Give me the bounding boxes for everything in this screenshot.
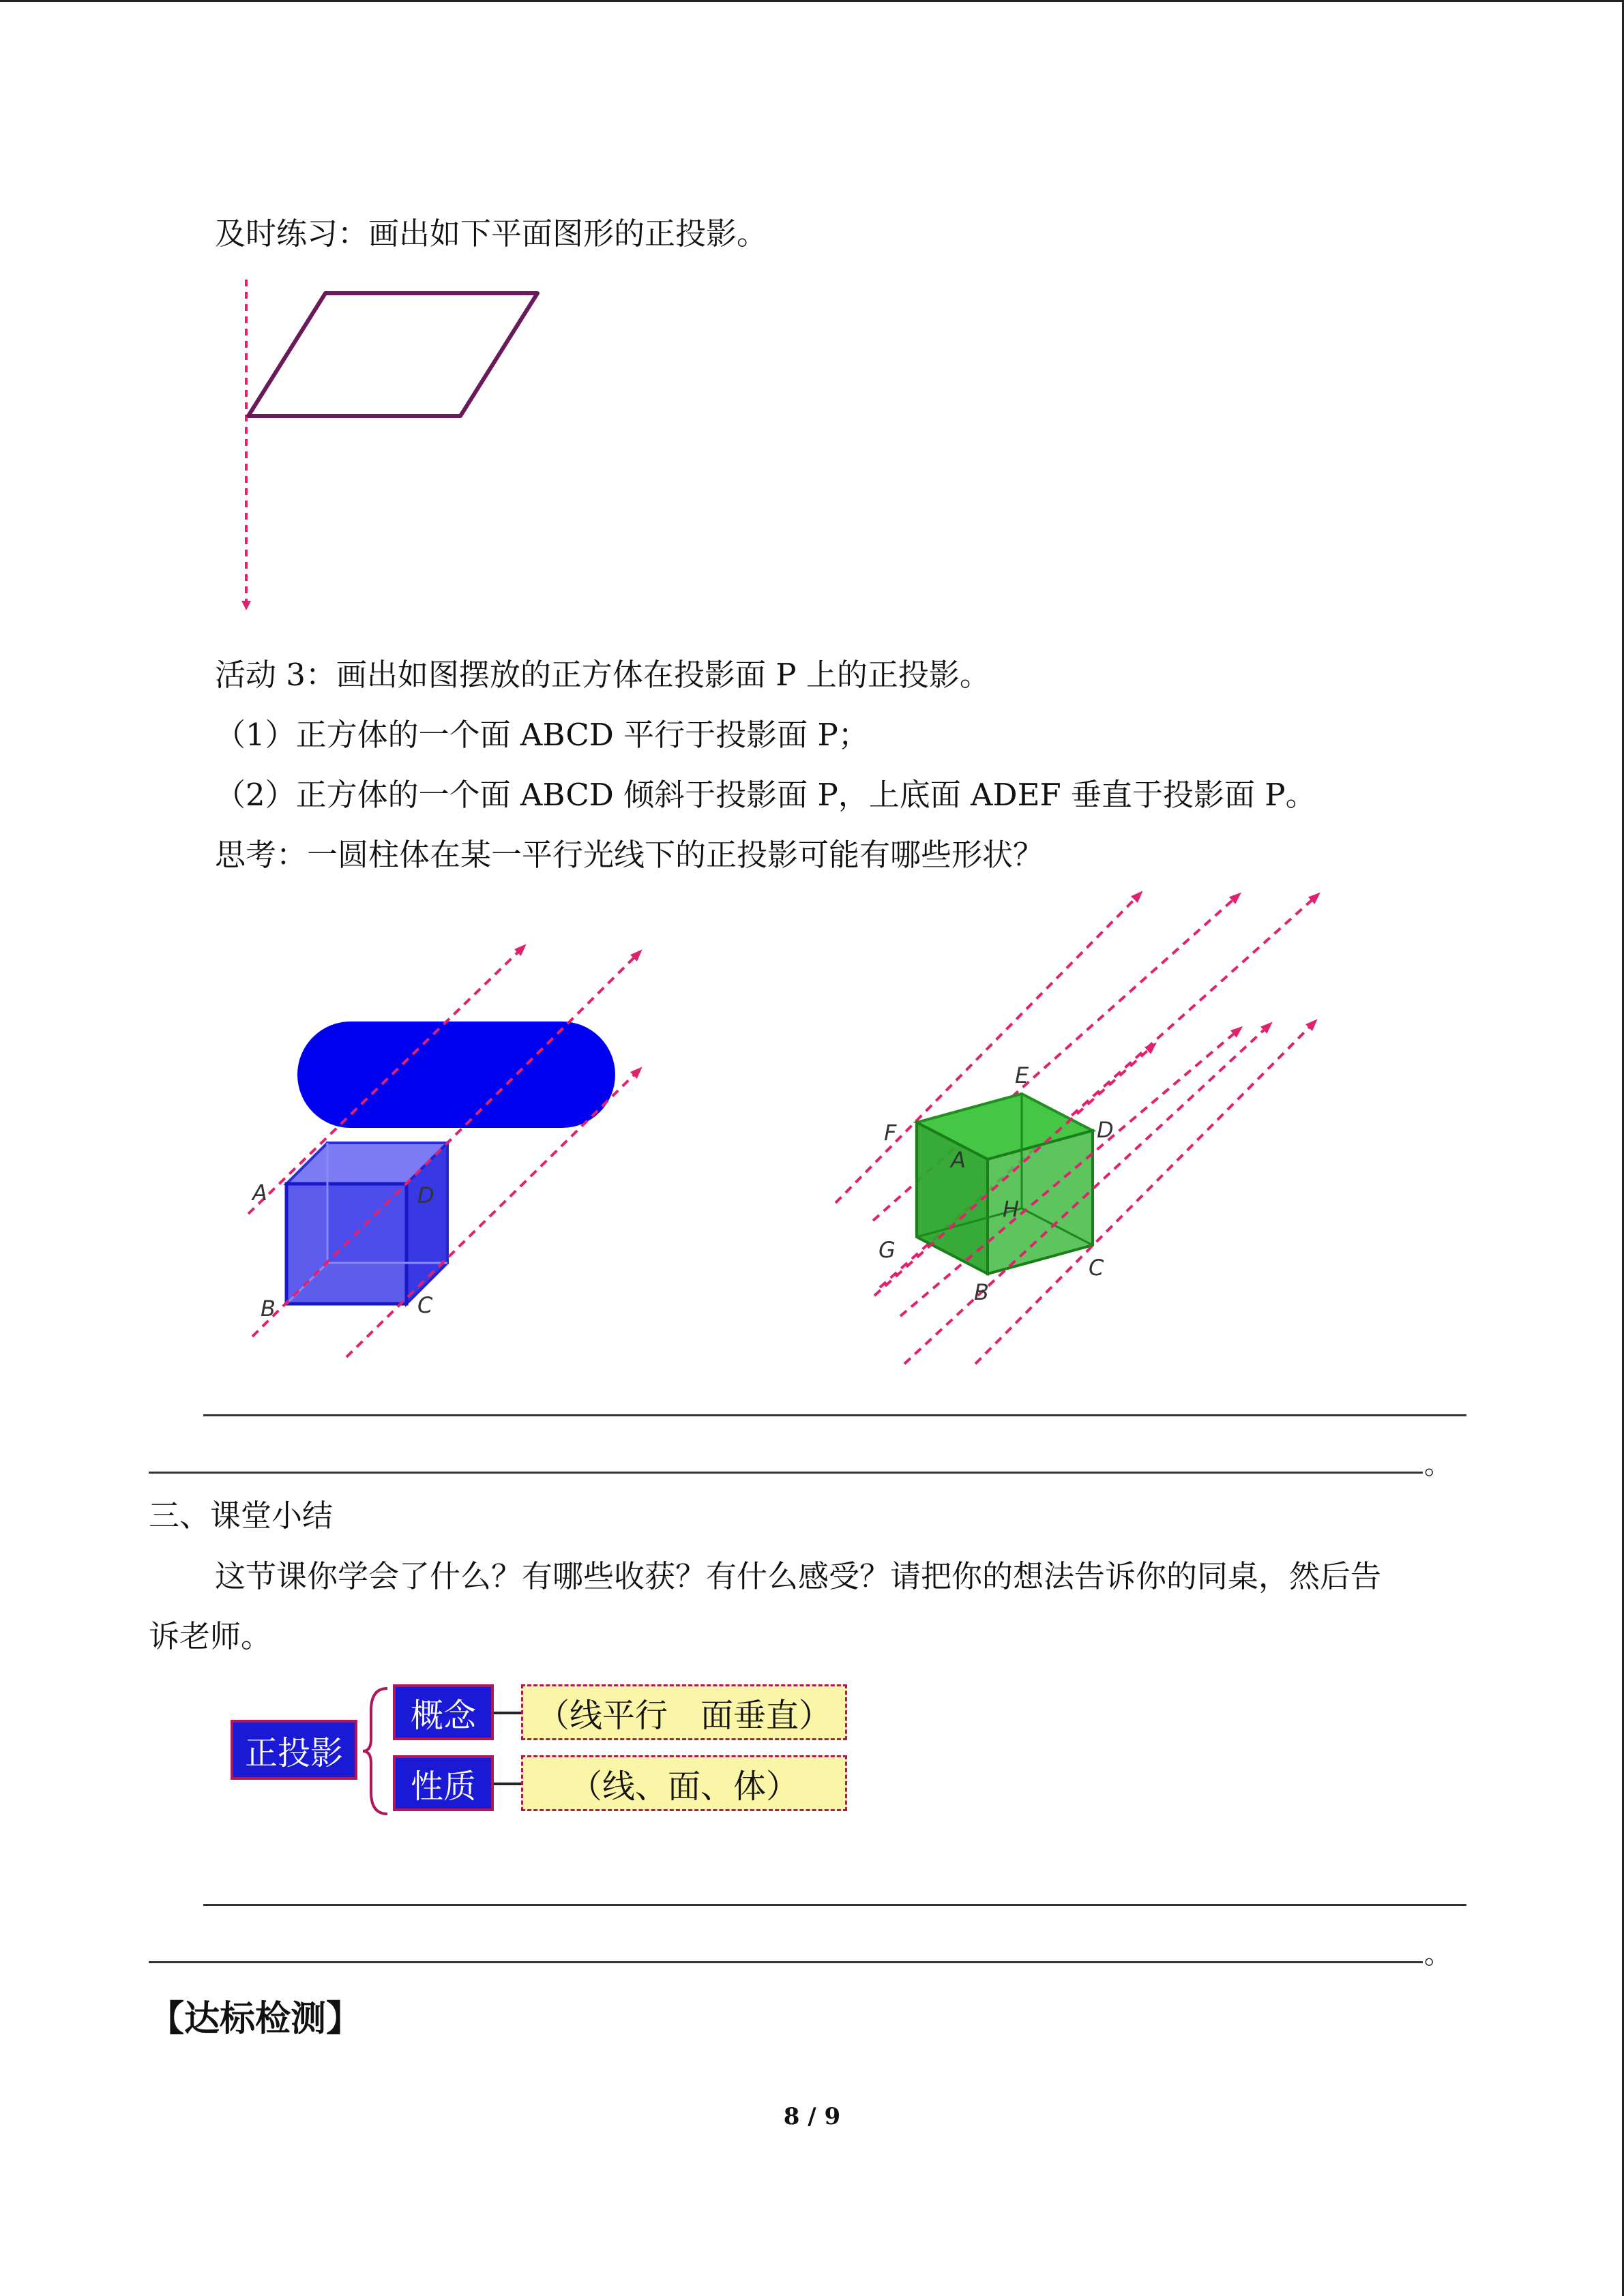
property-value-box: （线、面、体） [521, 1755, 847, 1811]
vertex-label-h: H [1003, 1196, 1020, 1222]
property-label-box: 性质 [393, 1755, 494, 1811]
concept-value-box: （线平行 面垂直） [521, 1684, 847, 1740]
test-heading: 【达标检测】 [149, 1999, 362, 2040]
answer-period: 。 [1424, 1449, 1451, 1480]
vertex-label-e: E [1015, 1062, 1029, 1088]
vertex-label-d: D [1097, 1117, 1114, 1143]
concept-map-brace [360, 1683, 394, 1819]
vertex-label-g: G [879, 1237, 896, 1263]
vertex-label-a: A [951, 1147, 966, 1173]
page-number: 8 / 9 [783, 2103, 841, 2130]
vertex-label-d: D [417, 1182, 434, 1208]
activity3-item2: （2）正方体的一个面 ABCD 倾斜于投影面 P，上底面 ADEF 垂直于投影面 P。 [215, 777, 1316, 813]
summary-heading: 三、课堂小结 [149, 1497, 334, 1534]
answer-period: 。 [1424, 1939, 1451, 1970]
activity3-think: 思考：一圆柱体在某一平行光线下的正投影可能有哪些形状？ [215, 837, 1044, 873]
connector-line [494, 1783, 521, 1785]
parallelogram-shape [248, 293, 537, 416]
green-cube-figure [832, 886, 1337, 1364]
vertex-label-c: C [1089, 1255, 1104, 1281]
vertex-label-b: B [974, 1279, 989, 1305]
concept-map-root: 正投影 [231, 1720, 357, 1780]
answer-line [203, 1904, 1466, 1906]
vertex-label-b: B [261, 1296, 276, 1322]
blue-cube-figure [232, 934, 709, 1357]
vertex-label-a: A [252, 1180, 267, 1206]
vertex-label-f: F [884, 1120, 897, 1146]
activity3-item1: （1）正方体的一个面 ABCD 平行于投影面 P； [215, 717, 869, 753]
activity3-title: 活动 3：画出如图摆放的正方体在投影面 P 上的正投影。 [215, 657, 990, 693]
vertex-label-c: C [417, 1292, 433, 1318]
concept-label-box: 概念 [393, 1684, 494, 1740]
answer-line [149, 1961, 1423, 1963]
practice-text: 及时练习：画出如下平面图形的正投影。 [215, 215, 768, 252]
connector-line [494, 1712, 521, 1714]
answer-line [149, 1472, 1423, 1474]
answer-line [203, 1414, 1466, 1416]
parallelogram-figure [225, 273, 566, 627]
summary-paragraph-line2: 诉老师。 [149, 1618, 272, 1654]
page-border-top [0, 0, 1624, 2]
summary-paragraph-line1: 这节课你学会了什么？有哪些收获？有什么感受？请把你的想法告诉你的同桌，然后告 [215, 1558, 1382, 1594]
projection-plane [297, 1022, 615, 1128]
